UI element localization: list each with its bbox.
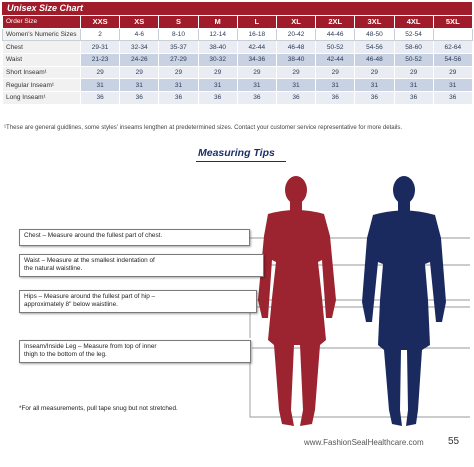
measurement-cell: 34-36	[237, 54, 276, 67]
measurement-cell: 36	[355, 92, 394, 105]
size-header-3xl: 3XL	[355, 16, 394, 29]
size-header-2xl: 2XL	[316, 16, 355, 29]
measurement-cell: 36	[316, 92, 355, 105]
measurement-cell: 46-48	[355, 54, 394, 67]
measurement-cell: 31	[159, 79, 198, 92]
measurement-cell: 29	[237, 66, 276, 79]
waist-tip-line-1: Waist – Measure at the smallest indentation of	[24, 257, 155, 264]
measurement-cell: 38-40	[276, 54, 315, 67]
measurement-cell: 29-31	[81, 41, 120, 54]
size-header-s: S	[159, 16, 198, 29]
measurement-cell: 36	[433, 92, 472, 105]
numeric-size-cell: 4-6	[120, 28, 159, 41]
size-chart-title: Unisex Size Chart	[2, 2, 472, 15]
size-header-5xl: 5XL	[433, 16, 472, 29]
numeric-size-cell: 12-14	[198, 28, 237, 41]
website-url[interactable]: www.FashionSealHealthcare.com	[304, 438, 424, 447]
measurement-label: Short Inseam¹	[3, 66, 81, 79]
size-header-m: M	[198, 16, 237, 29]
measuring-tips-title: Measuring Tips	[198, 147, 275, 159]
page-number: 55	[448, 436, 460, 447]
measurement-cell: 29	[81, 66, 120, 79]
measurement-cell: 46-48	[276, 41, 315, 54]
measurement-cell: 31	[120, 79, 159, 92]
measurement-cell: 29	[355, 66, 394, 79]
measurement-note: *For all measurements, pull tape snug but not stretched.	[19, 405, 178, 412]
measurement-cell: 27-29	[159, 54, 198, 67]
measurement-cell: 62-64	[433, 41, 472, 54]
measurement-cell: 36	[276, 92, 315, 105]
measurement-cell: 54-56	[433, 54, 472, 67]
measurement-label: Waist	[3, 54, 81, 67]
measurement-label: Regular Inseam¹	[3, 79, 81, 92]
size-header-xl: XL	[276, 16, 315, 29]
measurement-cell: 35-37	[159, 41, 198, 54]
measurement-cell: 32-34	[120, 41, 159, 54]
measurement-cell: 42-44	[316, 54, 355, 67]
numeric-size-cell: 8-10	[159, 28, 198, 41]
measurement-cell: 29	[198, 66, 237, 79]
measurement-cell: 50-52	[394, 54, 433, 67]
measurement-cell: 58-60	[394, 41, 433, 54]
measurement-cell: 38-40	[198, 41, 237, 54]
measurement-cell: 31	[433, 79, 472, 92]
numeric-size-cell: 2	[81, 28, 120, 41]
womens-numeric-label: Women's Numeric Sizes	[3, 28, 81, 41]
hips-tip-line-2: approximately 8" below waistline.	[24, 301, 118, 308]
measurement-cell: 31	[355, 79, 394, 92]
inseam-tip-line-1: Inseam/Inside Leg – Measure from top of inner	[24, 343, 157, 350]
numeric-size-cell: 48-50	[355, 28, 394, 41]
measurement-label: Chest	[3, 41, 81, 54]
measurement-cell: 29	[433, 66, 472, 79]
measurement-cell: 50-52	[316, 41, 355, 54]
size-header-xxs: XXS	[81, 16, 120, 29]
measurement-cell: 29	[159, 66, 198, 79]
female-figure	[258, 176, 336, 426]
numeric-size-cell: 20-42	[276, 28, 315, 41]
measurement-cell: 30-32	[198, 54, 237, 67]
measurement-cell: 31	[81, 79, 120, 92]
measurement-cell: 31	[198, 79, 237, 92]
measurement-cell: 54-56	[355, 41, 394, 54]
measurement-cell: 29	[276, 66, 315, 79]
measurement-cell: 36	[81, 92, 120, 105]
measurement-label: Long Inseam¹	[3, 92, 81, 105]
measurement-cell: 31	[394, 79, 433, 92]
waist-tip-box	[19, 254, 264, 277]
measurement-cell: 36	[120, 92, 159, 105]
chest-tip-box	[19, 229, 250, 246]
hips-tip-box	[19, 290, 257, 313]
numeric-size-cell: 52-54	[394, 28, 433, 41]
measurement-cell: 42-44	[237, 41, 276, 54]
size-header-xs: XS	[120, 16, 159, 29]
measurement-cell: 36	[198, 92, 237, 105]
size-header-4xl: 4XL	[394, 16, 433, 29]
measurement-cell: 29	[120, 66, 159, 79]
male-figure	[362, 176, 446, 426]
inseam-footnote: ¹These are general guidlines, some styles' inseams lengthen at predetermined sizes. Contact your customer service representative for more details.	[4, 124, 403, 131]
order-size-label: Order Size	[3, 16, 81, 29]
waist-tip-line-2: the natural waistline.	[24, 265, 83, 272]
numeric-size-cell: 16-18	[237, 28, 276, 41]
chest-tip: Chest – Measure around the fullest part of chest.	[24, 232, 163, 239]
measurement-cell: 29	[394, 66, 433, 79]
measurement-cell: 21-23	[81, 54, 120, 67]
numeric-size-cell: 44-46	[316, 28, 355, 41]
size-header-l: L	[237, 16, 276, 29]
measurement-cell: 31	[316, 79, 355, 92]
measurement-cell: 31	[237, 79, 276, 92]
measurement-cell: 36	[159, 92, 198, 105]
measurement-cell: 36	[394, 92, 433, 105]
measurement-cell: 29	[316, 66, 355, 79]
measurement-cell: 31	[276, 79, 315, 92]
inseam-tip-line-2: thigh to the bottom of the leg.	[24, 351, 107, 358]
hips-tip-line-1: Hips – Measure around the fullest part of hip –	[24, 293, 156, 300]
measurement-cell: 24-26	[120, 54, 159, 67]
measurement-cell: 36	[237, 92, 276, 105]
inseam-tip-box	[19, 340, 251, 363]
